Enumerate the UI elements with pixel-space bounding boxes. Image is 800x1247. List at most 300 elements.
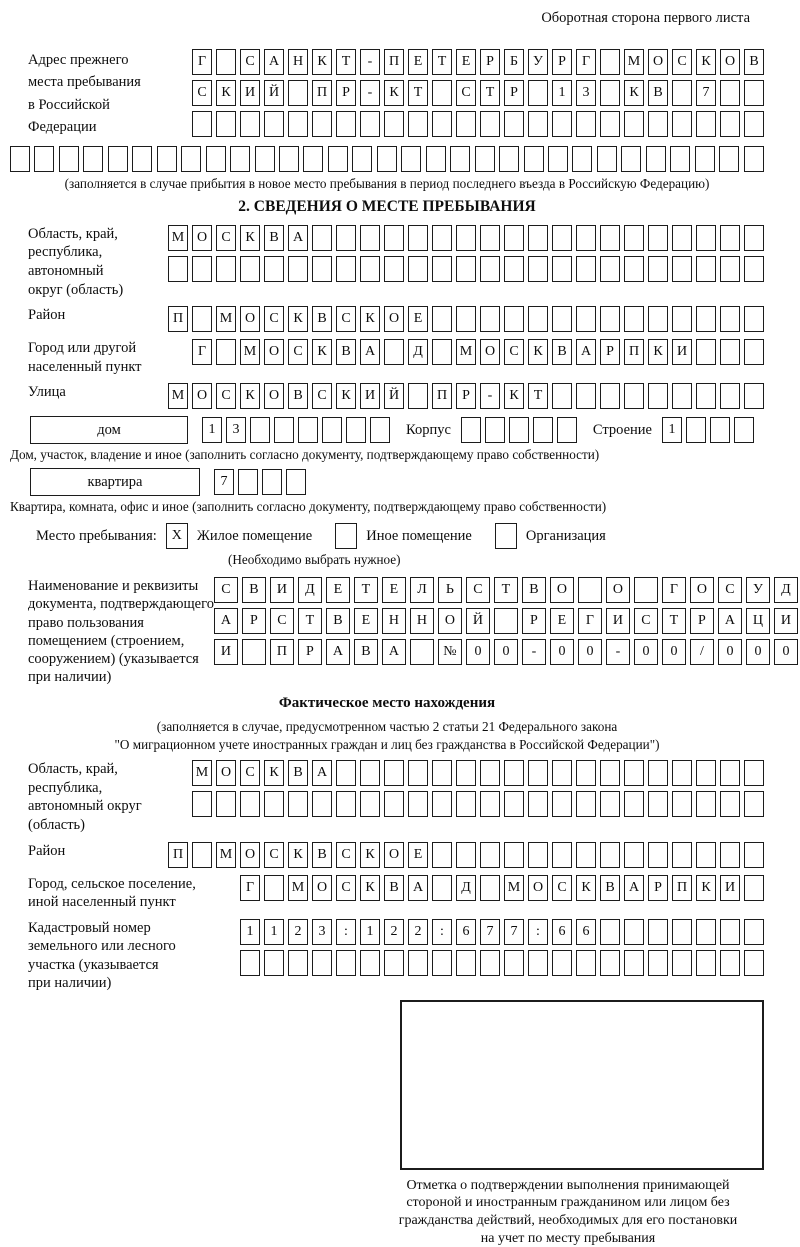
grid-cell[interactable]: П xyxy=(384,49,404,75)
grid-cell[interactable]: С xyxy=(264,306,284,332)
grid-cell[interactable] xyxy=(696,383,716,409)
grid-cell[interactable] xyxy=(328,146,348,172)
grid-cell[interactable] xyxy=(624,791,644,817)
grid-cell[interactable]: 0 xyxy=(746,639,770,665)
grid-cell[interactable] xyxy=(552,791,572,817)
grid-cell[interactable] xyxy=(552,256,572,282)
grid-cell[interactable]: Р xyxy=(298,639,322,665)
grid-cell[interactable]: О xyxy=(240,306,260,332)
grid-cell[interactable] xyxy=(216,339,236,365)
grid-cell[interactable] xyxy=(480,791,500,817)
grid-cell[interactable] xyxy=(552,842,572,868)
grid-cell[interactable]: 6 xyxy=(552,919,572,945)
grid-cell[interactable]: Н xyxy=(410,608,434,634)
grid-cell[interactable] xyxy=(288,256,308,282)
grid-cell[interactable] xyxy=(533,417,553,443)
grid-cell[interactable]: Д xyxy=(774,577,798,603)
grid-cell[interactable]: : xyxy=(528,919,548,945)
grid-cell[interactable] xyxy=(83,146,103,172)
grid-cell[interactable]: - xyxy=(606,639,630,665)
grid-cell[interactable]: Р xyxy=(522,608,546,634)
grid-cell[interactable] xyxy=(475,146,495,172)
grid-cell[interactable]: П xyxy=(672,875,692,901)
grid-cell[interactable] xyxy=(240,111,260,137)
grid-cell[interactable]: Г xyxy=(192,339,212,365)
grid-cell[interactable]: Е xyxy=(408,842,428,868)
grid-cell[interactable] xyxy=(264,875,284,901)
grid-cell[interactable] xyxy=(744,225,764,251)
grid-cell[interactable]: С xyxy=(718,577,742,603)
grid-cell[interactable]: - xyxy=(480,383,500,409)
grid-cell[interactable]: О xyxy=(264,339,284,365)
grid-cell[interactable] xyxy=(672,306,692,332)
grid-cell[interactable] xyxy=(624,306,644,332)
grid-cell[interactable]: О xyxy=(606,577,630,603)
grid-cell[interactable]: А xyxy=(326,639,350,665)
grid-cell[interactable] xyxy=(401,146,421,172)
grid-cell[interactable] xyxy=(672,919,692,945)
grid-cell[interactable] xyxy=(384,111,404,137)
grid-cell[interactable] xyxy=(384,225,404,251)
grid-cell[interactable]: О xyxy=(720,49,740,75)
grid-cell[interactable] xyxy=(432,791,452,817)
grid-cell[interactable] xyxy=(600,919,620,945)
grid-cell[interactable]: 0 xyxy=(634,639,658,665)
grid-cell[interactable]: И xyxy=(240,80,260,106)
grid-cell[interactable]: В xyxy=(522,577,546,603)
grid-cell[interactable]: 2 xyxy=(288,919,308,945)
grid-cell[interactable]: О xyxy=(438,608,462,634)
grid-cell[interactable]: К xyxy=(264,760,284,786)
grid-cell[interactable] xyxy=(10,146,30,172)
grid-cell[interactable] xyxy=(744,146,764,172)
grid-cell[interactable] xyxy=(480,256,500,282)
grid-cell[interactable]: П xyxy=(312,80,332,106)
grid-cell[interactable] xyxy=(456,111,476,137)
grid-cell[interactable] xyxy=(576,760,596,786)
grid-cell[interactable] xyxy=(157,146,177,172)
grid-cell[interactable]: С xyxy=(672,49,692,75)
grid-cell[interactable] xyxy=(432,339,452,365)
grid-cell[interactable]: - xyxy=(360,80,380,106)
grid-cell[interactable]: / xyxy=(690,639,714,665)
grid-cell[interactable] xyxy=(312,225,332,251)
grid-cell[interactable]: Т xyxy=(432,49,452,75)
grid-cell[interactable] xyxy=(240,950,260,976)
grid-cell[interactable]: К xyxy=(240,383,260,409)
grid-cell[interactable]: А xyxy=(312,760,332,786)
grid-cell[interactable]: К xyxy=(240,225,260,251)
grid-cell[interactable] xyxy=(528,842,548,868)
grid-cell[interactable]: М xyxy=(288,875,308,901)
grid-cell[interactable] xyxy=(696,919,716,945)
grid-cell[interactable]: К xyxy=(528,339,548,365)
grid-cell[interactable]: А xyxy=(288,225,308,251)
grid-cell[interactable] xyxy=(480,760,500,786)
grid-cell[interactable] xyxy=(600,111,620,137)
grid-cell[interactable]: О xyxy=(528,875,548,901)
grid-cell[interactable] xyxy=(600,791,620,817)
grid-cell[interactable]: Г xyxy=(576,49,596,75)
grid-cell[interactable] xyxy=(672,950,692,976)
grid-cell[interactable] xyxy=(336,791,356,817)
grid-cell[interactable] xyxy=(264,256,284,282)
grid-cell[interactable]: О xyxy=(264,383,284,409)
grid-cell[interactable] xyxy=(572,146,592,172)
grid-cell[interactable] xyxy=(384,760,404,786)
grid-cell[interactable]: Ц xyxy=(746,608,770,634)
grid-cell[interactable] xyxy=(548,146,568,172)
grid-cell[interactable]: 3 xyxy=(312,919,332,945)
grid-cell[interactable] xyxy=(576,256,596,282)
grid-cell[interactable] xyxy=(552,950,572,976)
grid-cell[interactable]: У xyxy=(528,49,548,75)
grid-cell[interactable]: С xyxy=(216,225,236,251)
grid-cell[interactable]: О xyxy=(240,842,260,868)
grid-cell[interactable] xyxy=(312,256,332,282)
grid-cell[interactable]: 7 xyxy=(504,919,524,945)
grid-cell[interactable]: 1 xyxy=(662,417,682,443)
grid-cell[interactable] xyxy=(624,111,644,137)
checkbox-other-premises[interactable] xyxy=(335,523,357,549)
grid-cell[interactable] xyxy=(648,950,668,976)
grid-cell[interactable]: В xyxy=(354,639,378,665)
grid-cell[interactable] xyxy=(384,339,404,365)
grid-cell[interactable] xyxy=(672,760,692,786)
grid-cell[interactable]: Т xyxy=(480,80,500,106)
grid-cell[interactable]: Е xyxy=(326,577,350,603)
grid-cell[interactable] xyxy=(600,80,620,106)
grid-cell[interactable]: 0 xyxy=(774,639,798,665)
grid-cell[interactable] xyxy=(576,225,596,251)
grid-cell[interactable]: В xyxy=(552,339,572,365)
grid-cell[interactable] xyxy=(646,146,666,172)
grid-cell[interactable] xyxy=(528,111,548,137)
grid-cell[interactable] xyxy=(192,791,212,817)
grid-cell[interactable] xyxy=(576,950,596,976)
grid-cell[interactable] xyxy=(216,791,236,817)
grid-cell[interactable] xyxy=(600,256,620,282)
grid-cell[interactable] xyxy=(480,111,500,137)
grid-cell[interactable] xyxy=(624,383,644,409)
grid-cell[interactable]: 1 xyxy=(264,919,284,945)
grid-cell[interactable] xyxy=(719,146,739,172)
grid-cell[interactable] xyxy=(336,256,356,282)
grid-cell[interactable]: 1 xyxy=(360,919,380,945)
grid-cell[interactable] xyxy=(696,111,716,137)
grid-cell[interactable] xyxy=(744,791,764,817)
grid-cell[interactable]: М xyxy=(168,225,188,251)
grid-cell[interactable]: И xyxy=(606,608,630,634)
grid-cell[interactable]: С xyxy=(552,875,572,901)
grid-cell[interactable]: К xyxy=(312,49,332,75)
grid-cell[interactable] xyxy=(696,225,716,251)
grid-cell[interactable] xyxy=(456,950,476,976)
grid-cell[interactable]: П xyxy=(624,339,644,365)
grid-cell[interactable]: О xyxy=(550,577,574,603)
grid-cell[interactable] xyxy=(621,146,641,172)
grid-cell[interactable] xyxy=(504,256,524,282)
grid-cell[interactable]: Е xyxy=(382,577,406,603)
grid-cell[interactable]: Р xyxy=(552,49,572,75)
grid-cell[interactable] xyxy=(600,225,620,251)
grid-cell[interactable] xyxy=(720,111,740,137)
grid-cell[interactable]: Е xyxy=(408,306,428,332)
grid-cell[interactable] xyxy=(480,875,500,901)
grid-cell[interactable] xyxy=(408,383,428,409)
grid-cell[interactable] xyxy=(480,950,500,976)
grid-cell[interactable]: 7 xyxy=(696,80,716,106)
grid-cell[interactable] xyxy=(303,146,323,172)
grid-cell[interactable] xyxy=(696,256,716,282)
grid-cell[interactable] xyxy=(456,760,476,786)
grid-cell[interactable]: О xyxy=(648,49,668,75)
grid-cell[interactable] xyxy=(624,919,644,945)
grid-cell[interactable] xyxy=(408,256,428,282)
grid-cell[interactable] xyxy=(504,306,524,332)
grid-cell[interactable]: П xyxy=(168,842,188,868)
grid-cell[interactable] xyxy=(672,225,692,251)
grid-cell[interactable]: Р xyxy=(242,608,266,634)
grid-cell[interactable]: У xyxy=(746,577,770,603)
grid-cell[interactable]: 0 xyxy=(578,639,602,665)
grid-cell[interactable] xyxy=(576,111,596,137)
grid-cell[interactable]: А xyxy=(576,339,596,365)
grid-cell[interactable] xyxy=(181,146,201,172)
grid-cell[interactable] xyxy=(672,791,692,817)
grid-cell[interactable] xyxy=(672,256,692,282)
grid-cell[interactable]: Н xyxy=(288,49,308,75)
grid-cell[interactable] xyxy=(552,383,572,409)
grid-cell[interactable] xyxy=(509,417,529,443)
grid-cell[interactable] xyxy=(624,256,644,282)
grid-cell[interactable] xyxy=(504,842,524,868)
grid-cell[interactable] xyxy=(288,111,308,137)
grid-cell[interactable]: А xyxy=(264,49,284,75)
grid-cell[interactable]: Т xyxy=(528,383,548,409)
grid-cell[interactable] xyxy=(720,306,740,332)
grid-cell[interactable]: Й xyxy=(466,608,490,634)
grid-cell[interactable] xyxy=(192,306,212,332)
grid-cell[interactable] xyxy=(360,111,380,137)
grid-cell[interactable]: 3 xyxy=(576,80,596,106)
grid-cell[interactable]: Г xyxy=(240,875,260,901)
grid-cell[interactable] xyxy=(672,842,692,868)
grid-cell[interactable]: С xyxy=(336,875,356,901)
grid-cell[interactable] xyxy=(450,146,470,172)
grid-cell[interactable] xyxy=(600,842,620,868)
grid-cell[interactable] xyxy=(230,146,250,172)
grid-cell[interactable] xyxy=(250,417,270,443)
grid-cell[interactable]: 1 xyxy=(202,417,222,443)
grid-cell[interactable]: И xyxy=(360,383,380,409)
grid-cell[interactable] xyxy=(600,383,620,409)
grid-cell[interactable]: Г xyxy=(192,49,212,75)
grid-cell[interactable] xyxy=(648,842,668,868)
grid-cell[interactable] xyxy=(670,146,690,172)
house-type-box[interactable]: дом xyxy=(30,416,188,444)
checkbox-residential[interactable]: X xyxy=(166,523,188,549)
grid-cell[interactable]: П xyxy=(270,639,294,665)
grid-cell[interactable]: Р xyxy=(456,383,476,409)
grid-cell[interactable] xyxy=(744,256,764,282)
grid-cell[interactable] xyxy=(34,146,54,172)
grid-cell[interactable] xyxy=(720,339,740,365)
grid-cell[interactable]: 6 xyxy=(576,919,596,945)
grid-cell[interactable] xyxy=(624,225,644,251)
grid-cell[interactable] xyxy=(600,306,620,332)
grid-cell[interactable] xyxy=(216,256,236,282)
grid-cell[interactable]: О xyxy=(216,760,236,786)
grid-cell[interactable]: 1 xyxy=(240,919,260,945)
grid-cell[interactable]: 0 xyxy=(662,639,686,665)
grid-cell[interactable]: С xyxy=(466,577,490,603)
grid-cell[interactable] xyxy=(744,383,764,409)
grid-cell[interactable]: 7 xyxy=(214,469,234,495)
grid-cell[interactable] xyxy=(720,950,740,976)
grid-cell[interactable] xyxy=(552,225,572,251)
grid-cell[interactable] xyxy=(274,417,294,443)
grid-cell[interactable]: 7 xyxy=(480,919,500,945)
grid-cell[interactable] xyxy=(720,80,740,106)
grid-cell[interactable] xyxy=(480,225,500,251)
grid-cell[interactable]: К xyxy=(360,842,380,868)
grid-cell[interactable]: С xyxy=(288,339,308,365)
grid-cell[interactable] xyxy=(288,791,308,817)
grid-cell[interactable]: С xyxy=(336,306,356,332)
grid-cell[interactable]: М xyxy=(168,383,188,409)
grid-cell[interactable]: П xyxy=(168,306,188,332)
grid-cell[interactable] xyxy=(255,146,275,172)
grid-cell[interactable] xyxy=(192,256,212,282)
grid-cell[interactable] xyxy=(552,306,572,332)
grid-cell[interactable]: К xyxy=(288,842,308,868)
grid-cell[interactable]: И xyxy=(774,608,798,634)
grid-cell[interactable] xyxy=(59,146,79,172)
grid-cell[interactable]: С xyxy=(634,608,658,634)
grid-cell[interactable] xyxy=(648,225,668,251)
grid-cell[interactable]: К xyxy=(336,383,356,409)
grid-cell[interactable] xyxy=(720,791,740,817)
grid-cell[interactable] xyxy=(264,111,284,137)
grid-cell[interactable] xyxy=(461,417,481,443)
grid-cell[interactable] xyxy=(360,256,380,282)
grid-cell[interactable]: В xyxy=(312,842,332,868)
grid-cell[interactable] xyxy=(408,950,428,976)
grid-cell[interactable]: О xyxy=(192,225,212,251)
grid-cell[interactable]: С xyxy=(216,383,236,409)
grid-cell[interactable]: 0 xyxy=(466,639,490,665)
grid-cell[interactable]: К xyxy=(504,383,524,409)
grid-cell[interactable] xyxy=(168,256,188,282)
grid-cell[interactable] xyxy=(408,791,428,817)
grid-cell[interactable] xyxy=(528,225,548,251)
grid-cell[interactable]: Т xyxy=(494,577,518,603)
grid-cell[interactable]: Т xyxy=(662,608,686,634)
grid-cell[interactable]: Е xyxy=(456,49,476,75)
grid-cell[interactable] xyxy=(432,80,452,106)
grid-cell[interactable]: А xyxy=(718,608,742,634)
grid-cell[interactable]: О xyxy=(192,383,212,409)
grid-cell[interactable] xyxy=(504,791,524,817)
grid-cell[interactable] xyxy=(696,950,716,976)
grid-cell[interactable]: В xyxy=(384,875,404,901)
grid-cell[interactable]: М xyxy=(624,49,644,75)
grid-cell[interactable] xyxy=(384,256,404,282)
grid-cell[interactable] xyxy=(456,842,476,868)
grid-cell[interactable]: Ь xyxy=(438,577,462,603)
grid-cell[interactable] xyxy=(312,111,332,137)
grid-cell[interactable] xyxy=(312,950,332,976)
grid-cell[interactable] xyxy=(384,950,404,976)
grid-cell[interactable]: В xyxy=(242,577,266,603)
grid-cell[interactable] xyxy=(528,791,548,817)
grid-cell[interactable] xyxy=(744,875,764,901)
grid-cell[interactable] xyxy=(216,49,236,75)
grid-cell[interactable]: С xyxy=(264,842,284,868)
grid-cell[interactable] xyxy=(624,760,644,786)
grid-cell[interactable] xyxy=(494,608,518,634)
grid-cell[interactable]: С xyxy=(456,80,476,106)
grid-cell[interactable]: Б xyxy=(504,49,524,75)
grid-cell[interactable] xyxy=(336,225,356,251)
grid-cell[interactable] xyxy=(432,225,452,251)
grid-cell[interactable] xyxy=(528,80,548,106)
grid-cell[interactable] xyxy=(648,791,668,817)
grid-cell[interactable] xyxy=(432,950,452,976)
grid-cell[interactable] xyxy=(432,111,452,137)
grid-cell[interactable]: Т xyxy=(298,608,322,634)
grid-cell[interactable]: Г xyxy=(578,608,602,634)
grid-cell[interactable]: В xyxy=(312,306,332,332)
grid-cell[interactable] xyxy=(528,306,548,332)
grid-cell[interactable]: К xyxy=(696,49,716,75)
grid-cell[interactable]: С xyxy=(270,608,294,634)
grid-cell[interactable] xyxy=(384,791,404,817)
grid-cell[interactable] xyxy=(480,842,500,868)
grid-cell[interactable]: Й xyxy=(384,383,404,409)
grid-cell[interactable]: М xyxy=(192,760,212,786)
grid-cell[interactable]: Р xyxy=(336,80,356,106)
grid-cell[interactable]: 2 xyxy=(384,919,404,945)
grid-cell[interactable]: И xyxy=(214,639,238,665)
grid-cell[interactable]: Д xyxy=(456,875,476,901)
grid-cell[interactable] xyxy=(352,146,372,172)
grid-cell[interactable]: И xyxy=(270,577,294,603)
grid-cell[interactable] xyxy=(734,417,754,443)
grid-cell[interactable] xyxy=(242,639,266,665)
grid-cell[interactable]: 0 xyxy=(550,639,574,665)
grid-cell[interactable] xyxy=(504,950,524,976)
grid-cell[interactable] xyxy=(192,842,212,868)
grid-cell[interactable] xyxy=(432,760,452,786)
grid-cell[interactable]: С xyxy=(192,80,212,106)
grid-cell[interactable] xyxy=(312,791,332,817)
grid-cell[interactable] xyxy=(108,146,128,172)
grid-cell[interactable]: Т xyxy=(408,80,428,106)
grid-cell[interactable] xyxy=(499,146,519,172)
grid-cell[interactable] xyxy=(744,339,764,365)
grid-cell[interactable] xyxy=(744,842,764,868)
grid-cell[interactable]: К xyxy=(216,80,236,106)
grid-cell[interactable] xyxy=(480,306,500,332)
grid-cell[interactable]: В xyxy=(288,383,308,409)
grid-cell[interactable] xyxy=(696,842,716,868)
grid-cell[interactable] xyxy=(238,469,258,495)
grid-cell[interactable] xyxy=(408,111,428,137)
grid-cell[interactable]: А xyxy=(360,339,380,365)
grid-cell[interactable]: С xyxy=(336,842,356,868)
